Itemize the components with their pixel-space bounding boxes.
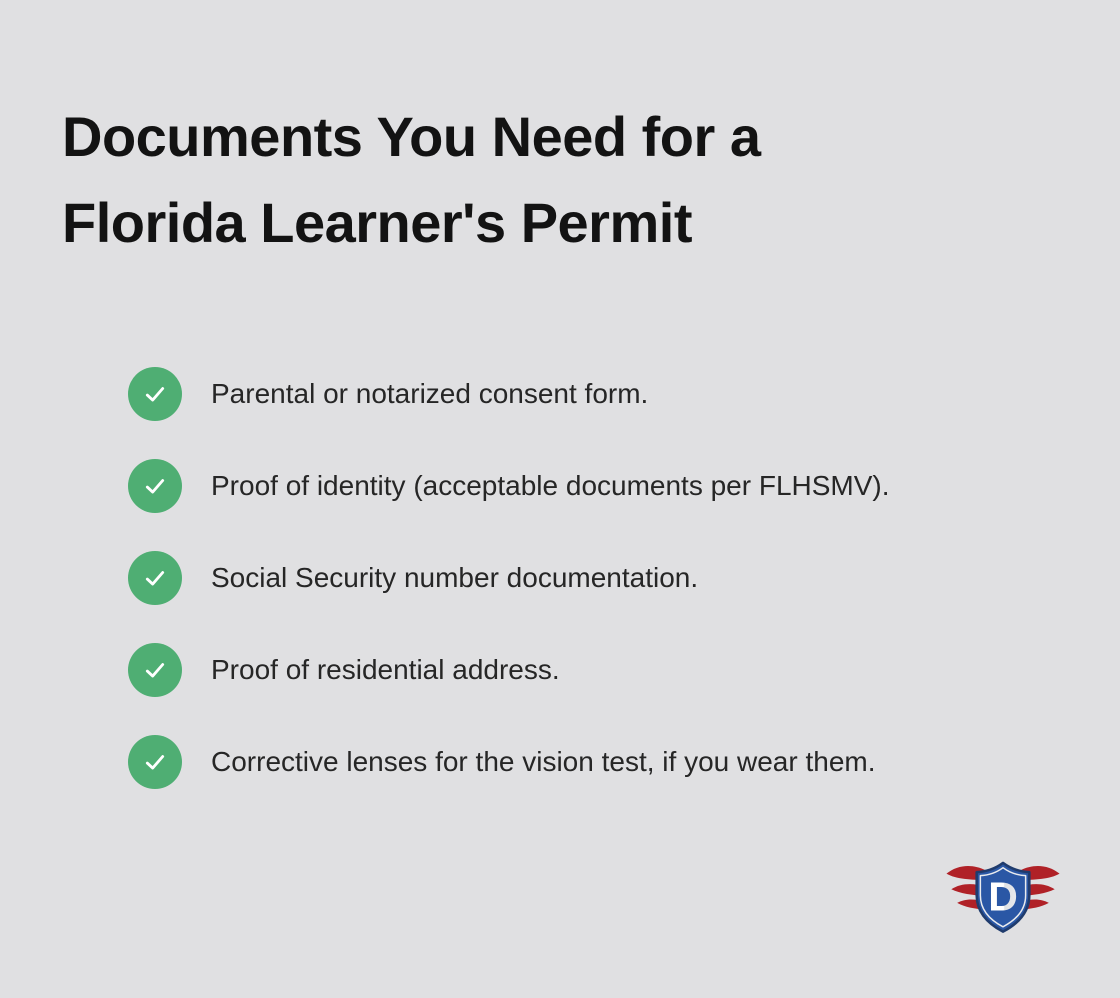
- logo-letter: D: [988, 873, 1018, 920]
- checklist-item-label: Proof of residential address.: [211, 654, 560, 686]
- checkmark-icon: [128, 367, 182, 421]
- checklist-item: [128, 643, 890, 697]
- title-line-2: Florida Learner's Permit: [62, 191, 692, 254]
- brand-logo: [944, 859, 1062, 937]
- checklist-item-label: Corrective lenses for the vision test, if you wear them.: [211, 746, 876, 778]
- page-title: [62, 94, 761, 266]
- checkmark-icon: [128, 643, 182, 697]
- winged-shield-logo-icon: [944, 859, 1062, 937]
- checklist-item-label: Proof of identity (acceptable documents per FLHSMV).: [211, 470, 890, 502]
- checklist-item: [128, 735, 890, 789]
- checklist-item-label: Parental or notarized consent form.: [211, 378, 649, 410]
- checklist-item-label: Social Security number documentation.: [211, 562, 699, 594]
- checklist-item: [128, 459, 890, 513]
- checkmark-icon: [128, 735, 182, 789]
- checkmark-icon: [128, 459, 182, 513]
- document-checklist: [128, 367, 890, 827]
- checkmark-icon: [128, 551, 182, 605]
- title-line-1: Documents You Need for a: [62, 105, 761, 168]
- checklist-item: [128, 367, 890, 421]
- checklist-item: [128, 551, 890, 605]
